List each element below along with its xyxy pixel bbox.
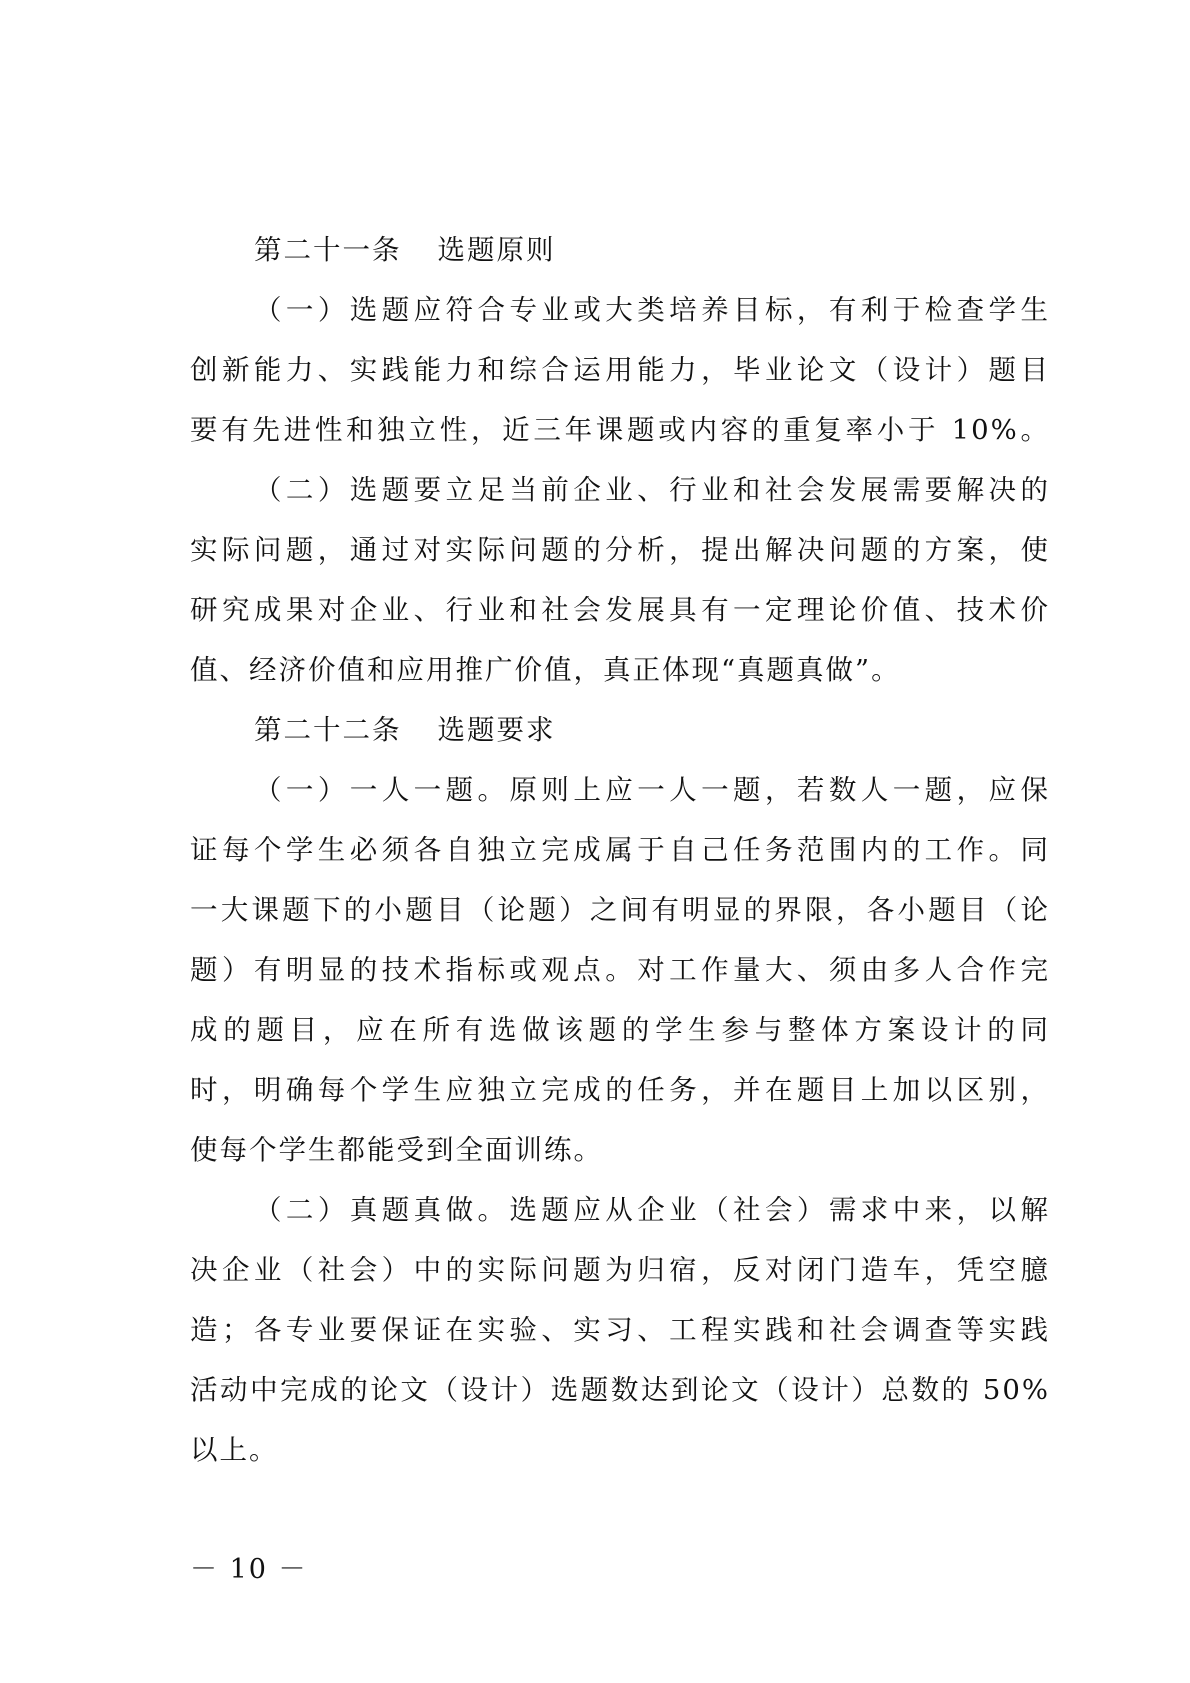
article-21-title: 选题原则 — [437, 234, 556, 266]
page-number: － 10 － — [190, 1554, 308, 1585]
article-22-title: 选题要求 — [437, 714, 556, 746]
article-21-number: 第二十一条 — [254, 234, 402, 266]
article-21-heading — [190, 220, 1050, 280]
paragraph-line: 研究成果对企业、行业和社会发展具有一定理论价值、技术价 — [190, 594, 1050, 626]
article-22-heading — [190, 700, 1050, 760]
paragraph-line: 值、经济价值和应用推广价值，真正体现“真题真做”。 — [190, 654, 901, 686]
paragraph-line: 活动中完成的论文（设计）选题数达到论文（设计）总数的 50% — [190, 1374, 1050, 1406]
article-22-item-1 — [190, 760, 1050, 1180]
paragraph-line: 造；各专业要保证在实验、实习、工程实践和社会调查等实践 — [190, 1314, 1050, 1346]
paragraph-line: 时，明确每个学生应独立完成的任务，并在题目上加以区别， — [190, 1074, 1050, 1106]
article-21-item-2 — [190, 460, 1050, 700]
paragraph-line: （一）选题应符合专业或大类培养目标，有利于检查学生 — [254, 294, 1050, 326]
article-22-item-2 — [190, 1180, 1050, 1480]
paragraph-line: （一）一人一题。原则上应一人一题，若数人一题，应保 — [254, 774, 1050, 806]
paragraph-line: 题）有明显的技术指标或观点。对工作量大、须由多人合作完 — [190, 954, 1050, 986]
paragraph-line: 实际问题，通过对实际问题的分析，提出解决问题的方案，使 — [190, 534, 1050, 566]
document-body — [190, 220, 1050, 1480]
paragraph-line: （二）选题要立足当前企业、行业和社会发展需要解决的 — [254, 474, 1050, 506]
article-22-number: 第二十二条 — [254, 714, 402, 746]
paragraph-line: 使每个学生都能受到全面训练。 — [190, 1134, 603, 1166]
paragraph-line: 一大课题下的小题目（论题）之间有明显的界限，各小题目（论 — [190, 894, 1050, 926]
paragraph-line: 创新能力、实践能力和综合运用能力，毕业论文（设计）题目 — [190, 354, 1050, 386]
paragraph-line: 决企业（社会）中的实际问题为归宿，反对闭门造车，凭空臆 — [190, 1254, 1050, 1286]
paragraph-line: 要有先进性和独立性，近三年课题或内容的重复率小于 10%。 — [190, 414, 1050, 446]
paragraph-line: （二）真题真做。选题应从企业（社会）需求中来，以解 — [254, 1194, 1050, 1226]
article-21-item-1 — [190, 280, 1050, 460]
paragraph-line: 以上。 — [190, 1434, 279, 1466]
paragraph-line: 成的题目，应在所有选做该题的学生参与整体方案设计的同 — [190, 1014, 1050, 1046]
paragraph-line: 证每个学生必须各自独立完成属于自己任务范围内的工作。同 — [190, 834, 1050, 866]
